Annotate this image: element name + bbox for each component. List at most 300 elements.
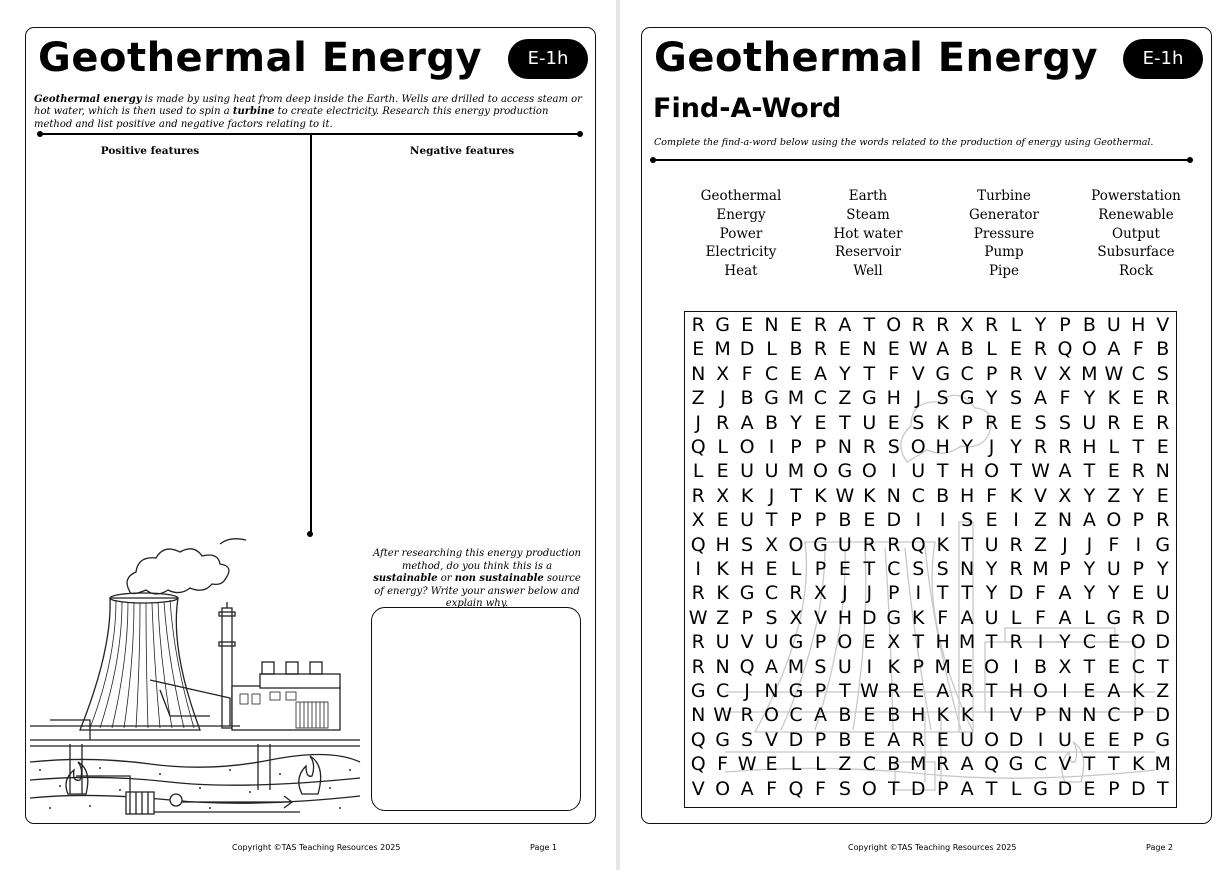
grid-letter[interactable]: E	[1132, 387, 1145, 410]
grid-letter[interactable]: Y	[985, 387, 998, 410]
grid-letter[interactable]: J	[744, 680, 750, 702]
grid-letter[interactable]: L	[790, 753, 802, 776]
grid-letter[interactable]: A	[1058, 582, 1072, 605]
grid-letter[interactable]: V	[740, 631, 754, 654]
grid-letter[interactable]: C	[1033, 753, 1048, 776]
grid-letter[interactable]: U	[837, 655, 852, 678]
grid-letter[interactable]: K	[716, 582, 729, 605]
grid-letter[interactable]: I	[1062, 680, 1068, 702]
grid-letter[interactable]: U	[715, 631, 730, 654]
negative-features-answer-area[interactable]	[318, 162, 580, 532]
grid-letter[interactable]: U	[1057, 728, 1072, 751]
grid-letter[interactable]: E	[692, 338, 705, 361]
grid-letter[interactable]: Q	[984, 753, 1000, 776]
grid-letter[interactable]: W	[713, 704, 733, 727]
grid-letter[interactable]: E	[789, 362, 802, 385]
grid-letter[interactable]: E	[863, 704, 876, 727]
grid-letter[interactable]: Y	[1156, 558, 1169, 580]
grid-letter[interactable]: W	[835, 484, 855, 507]
grid-letter[interactable]: E	[1107, 631, 1120, 654]
grid-letter[interactable]: T	[1083, 655, 1096, 678]
grid-letter[interactable]: J	[988, 436, 995, 458]
grid-letter[interactable]: A	[1107, 680, 1121, 702]
grid-letter[interactable]: X	[716, 362, 730, 385]
grid-letter[interactable]: A	[838, 314, 852, 336]
sustainability-answer-box[interactable]	[371, 607, 581, 811]
grid-letter[interactable]: O	[910, 436, 926, 458]
grid-letter[interactable]: J	[1062, 533, 1068, 556]
grid-letter[interactable]: E	[1107, 728, 1120, 751]
grid-letter[interactable]: C	[862, 753, 876, 776]
grid-letter[interactable]: B	[960, 338, 974, 361]
grid-letter[interactable]: U	[740, 509, 755, 532]
grid-letter[interactable]: Y	[1083, 558, 1096, 580]
grid-letter[interactable]: F	[1059, 387, 1071, 410]
grid-letter[interactable]: J	[719, 387, 726, 410]
grid-letter[interactable]: E	[741, 314, 754, 336]
grid-letter[interactable]: S	[961, 509, 974, 532]
grid-letter[interactable]: T	[961, 533, 973, 556]
grid-letter[interactable]: V	[1058, 753, 1072, 776]
grid-letter[interactable]: K	[960, 704, 974, 727]
grid-letter[interactable]: S	[814, 655, 827, 678]
grid-letter[interactable]: N	[862, 338, 877, 361]
grid-letter[interactable]: Z	[838, 387, 852, 410]
grid-letter[interactable]: G	[1155, 728, 1171, 751]
grid-letter[interactable]: H	[886, 387, 901, 410]
grid-letter[interactable]: W	[688, 606, 708, 629]
grid-letter[interactable]: B	[838, 728, 852, 751]
grid-letter[interactable]: L	[692, 460, 704, 483]
grid-letter[interactable]: W	[908, 338, 928, 361]
grid-letter[interactable]: A	[1082, 509, 1096, 532]
grid-letter[interactable]: E	[1132, 411, 1145, 434]
grid-letter[interactable]: A	[960, 777, 974, 800]
grid-letter[interactable]: O	[1033, 680, 1048, 702]
grid-letter[interactable]: E	[838, 338, 851, 361]
grid-letter[interactable]: D	[886, 509, 902, 532]
grid-letter[interactable]: O	[984, 460, 1000, 483]
grid-letter[interactable]: P	[1132, 728, 1145, 751]
grid-letter[interactable]: Z	[1033, 533, 1047, 556]
grid-letter[interactable]: Y	[985, 582, 998, 605]
grid-letter[interactable]: U	[960, 728, 975, 751]
grid-letter[interactable]: C	[764, 582, 779, 605]
grid-letter[interactable]: I	[915, 582, 922, 605]
grid-letter[interactable]: P	[1059, 558, 1071, 580]
grid-letter[interactable]: D	[1130, 777, 1146, 800]
grid-letter[interactable]: S	[765, 606, 778, 629]
grid-letter[interactable]: O	[1130, 631, 1146, 654]
grid-letter[interactable]: Y	[1132, 484, 1145, 507]
grid-letter[interactable]: K	[740, 484, 754, 507]
grid-letter[interactable]: D	[1155, 606, 1171, 629]
grid-letter[interactable]: P	[1034, 704, 1047, 727]
grid-letter[interactable]: Z	[838, 753, 852, 776]
grid-letter[interactable]: E	[838, 558, 851, 580]
grid-letter[interactable]: R	[911, 314, 925, 336]
grid-letter[interactable]: E	[765, 753, 778, 776]
grid-letter[interactable]: X	[813, 582, 827, 605]
grid-letter[interactable]: K	[1132, 680, 1145, 702]
grid-letter[interactable]: O	[861, 777, 877, 800]
grid-letter[interactable]: L	[1010, 606, 1022, 629]
grid-letter[interactable]: R	[1009, 362, 1023, 385]
grid-letter[interactable]: E	[814, 411, 827, 434]
grid-letter[interactable]: R	[1156, 387, 1170, 410]
grid-letter[interactable]: I	[1013, 655, 1019, 678]
grid-letter[interactable]: Z	[1107, 484, 1121, 507]
grid-letter[interactable]: M	[1154, 753, 1171, 776]
grid-letter[interactable]: H	[1082, 436, 1097, 458]
grid-letter[interactable]: P	[814, 436, 827, 458]
grid-letter[interactable]: A	[936, 680, 950, 702]
grid-letter[interactable]: R	[813, 314, 828, 336]
grid-letter[interactable]: U	[1106, 558, 1121, 580]
grid-letter[interactable]: F	[888, 362, 900, 385]
grid-letter[interactable]: X	[716, 484, 730, 507]
grid-letter[interactable]: F	[741, 362, 753, 385]
grid-letter[interactable]: E	[863, 509, 876, 532]
grid-letter[interactable]: U	[764, 460, 779, 483]
grid-letter[interactable]: U	[911, 460, 926, 483]
grid-letter[interactable]: B	[838, 704, 852, 727]
grid-letter[interactable]: Y	[1108, 582, 1120, 605]
grid-letter[interactable]: B	[789, 338, 803, 361]
grid-letter[interactable]: E	[961, 655, 974, 678]
word-search-grid[interactable]	[684, 311, 1177, 808]
grid-letter[interactable]: Q	[910, 533, 926, 556]
grid-letter[interactable]: J	[915, 387, 922, 410]
grid-letter[interactable]: O	[739, 436, 755, 458]
grid-letter[interactable]: J	[866, 582, 873, 605]
grid-letter[interactable]: A	[960, 753, 974, 776]
grid-letter[interactable]: I	[1013, 509, 1019, 532]
grid-letter[interactable]: S	[912, 411, 925, 434]
grid-letter[interactable]: C	[1082, 631, 1097, 654]
grid-letter[interactable]: G	[813, 533, 828, 556]
grid-letter[interactable]: T	[1010, 460, 1022, 483]
grid-letter[interactable]: E	[716, 460, 729, 483]
grid-letter[interactable]: G	[788, 680, 804, 702]
grid-letter[interactable]: Z	[1156, 680, 1170, 702]
grid-letter[interactable]: K	[1107, 387, 1121, 410]
grid-letter[interactable]: P	[814, 680, 827, 702]
grid-letter[interactable]: R	[1156, 411, 1170, 434]
grid-letter[interactable]: R	[1009, 631, 1023, 654]
grid-letter[interactable]: R	[1009, 533, 1023, 556]
grid-letter[interactable]: T	[1083, 460, 1096, 483]
grid-letter[interactable]: G	[715, 728, 730, 751]
grid-letter[interactable]: N	[886, 484, 901, 507]
grid-letter[interactable]: A	[740, 411, 754, 434]
grid-letter[interactable]: C	[1107, 704, 1121, 727]
grid-letter[interactable]: O	[886, 314, 902, 336]
grid-letter[interactable]: R	[911, 728, 925, 751]
grid-letter[interactable]: R	[1033, 436, 1048, 458]
grid-letter[interactable]: Y	[1083, 387, 1096, 410]
positive-features-answer-area[interactable]	[40, 162, 305, 492]
grid-letter[interactable]: P	[912, 655, 924, 678]
grid-letter[interactable]: T	[765, 509, 778, 532]
grid-letter[interactable]: X	[1058, 362, 1072, 385]
grid-letter[interactable]: Y	[790, 411, 802, 434]
grid-letter[interactable]: S	[1034, 411, 1047, 434]
grid-letter[interactable]: K	[912, 606, 925, 629]
grid-letter[interactable]: G	[886, 606, 902, 629]
grid-letter[interactable]: P	[1108, 777, 1120, 800]
grid-letter[interactable]: P	[1132, 509, 1145, 532]
grid-letter[interactable]: F	[1108, 533, 1120, 556]
grid-letter[interactable]: U	[1082, 411, 1097, 434]
grid-letter[interactable]: C	[911, 484, 925, 507]
grid-letter[interactable]: B	[765, 411, 779, 434]
grid-letter[interactable]: O	[1081, 338, 1097, 361]
grid-letter[interactable]: E	[1083, 728, 1096, 751]
grid-letter[interactable]: Y	[985, 558, 998, 580]
grid-letter[interactable]: O	[788, 533, 804, 556]
grid-letter[interactable]: E	[789, 314, 802, 336]
grid-letter[interactable]: P	[1132, 704, 1145, 727]
grid-letter[interactable]: X	[1058, 655, 1072, 678]
grid-letter[interactable]: H	[1008, 680, 1024, 702]
grid-letter[interactable]: T	[790, 484, 802, 507]
grid-letter[interactable]: X	[1058, 484, 1072, 507]
grid-letter[interactable]: R	[691, 484, 705, 507]
grid-letter[interactable]: H	[935, 436, 950, 458]
grid-letter[interactable]: Q	[1057, 338, 1073, 361]
grid-letter[interactable]: P	[814, 558, 827, 580]
grid-letter[interactable]: E	[716, 509, 729, 532]
grid-letter[interactable]: P	[1059, 314, 1071, 336]
grid-letter[interactable]: L	[1084, 606, 1095, 629]
grid-letter[interactable]: H	[715, 533, 730, 556]
grid-letter[interactable]: W	[859, 680, 879, 702]
grid-letter[interactable]: P	[814, 509, 827, 532]
grid-letter[interactable]: U	[740, 460, 755, 483]
grid-letter[interactable]: Q	[690, 728, 706, 751]
grid-letter[interactable]: M	[714, 338, 731, 361]
grid-letter[interactable]: P	[961, 411, 973, 434]
grid-letter[interactable]: X	[789, 606, 803, 629]
grid-letter[interactable]: S	[1058, 411, 1071, 434]
grid-letter[interactable]: I	[1135, 533, 1142, 556]
grid-letter[interactable]: O	[764, 704, 780, 727]
grid-letter[interactable]: M	[1032, 558, 1049, 580]
grid-letter[interactable]: L	[790, 558, 802, 580]
grid-letter[interactable]: H	[739, 558, 755, 580]
grid-letter[interactable]: P	[790, 509, 802, 532]
grid-letter[interactable]: P	[814, 728, 827, 751]
grid-letter[interactable]: Y	[839, 362, 851, 385]
grid-letter[interactable]: G	[739, 582, 755, 605]
grid-letter[interactable]: T	[985, 680, 998, 702]
grid-letter[interactable]: R	[1033, 338, 1048, 361]
grid-letter[interactable]: D	[1155, 631, 1171, 654]
grid-letter[interactable]: E	[1156, 436, 1169, 458]
grid-letter[interactable]: T	[863, 558, 876, 580]
grid-letter[interactable]: U	[764, 631, 779, 654]
grid-letter[interactable]: X	[960, 314, 974, 336]
grid-letter[interactable]: A	[960, 606, 974, 629]
grid-letter[interactable]: P	[741, 606, 753, 629]
grid-letter[interactable]: L	[766, 338, 777, 361]
grid-letter[interactable]: V	[1033, 484, 1047, 507]
grid-letter[interactable]: C	[715, 680, 730, 702]
grid-letter[interactable]: E	[1132, 582, 1145, 605]
grid-letter[interactable]: S	[936, 387, 949, 410]
grid-letter[interactable]: P	[790, 436, 802, 458]
grid-letter[interactable]: K	[936, 704, 949, 727]
grid-letter[interactable]: O	[812, 460, 828, 483]
grid-letter[interactable]: L	[717, 436, 728, 458]
grid-letter[interactable]: P	[985, 362, 998, 385]
grid-letter[interactable]: R	[691, 582, 705, 605]
grid-letter[interactable]: F	[1132, 338, 1144, 361]
grid-letter[interactable]: F	[717, 753, 729, 776]
grid-letter[interactable]: R	[887, 680, 901, 702]
grid-letter[interactable]: F	[814, 777, 826, 800]
grid-letter[interactable]: A	[1107, 338, 1121, 361]
grid-letter[interactable]: Y	[1034, 314, 1047, 336]
grid-letter[interactable]: G	[1155, 533, 1171, 556]
grid-letter[interactable]: S	[887, 436, 900, 458]
grid-letter[interactable]: A	[765, 655, 779, 678]
grid-letter[interactable]: E	[1083, 777, 1096, 800]
grid-letter[interactable]: D	[1008, 728, 1024, 751]
grid-letter[interactable]: D	[862, 606, 877, 629]
grid-letter[interactable]: Y	[961, 436, 973, 458]
grid-letter[interactable]: L	[815, 753, 826, 776]
grid-letter[interactable]: B	[936, 484, 950, 507]
grid-letter[interactable]: T	[863, 362, 876, 385]
grid-letter[interactable]: A	[740, 777, 754, 800]
grid-letter[interactable]: Q	[690, 753, 706, 776]
grid-letter[interactable]: T	[839, 411, 851, 434]
grid-letter[interactable]: S	[741, 728, 754, 751]
grid-letter[interactable]: O	[984, 728, 1000, 751]
grid-letter[interactable]: N	[1057, 704, 1073, 727]
grid-letter[interactable]: X	[765, 533, 779, 556]
grid-letter[interactable]: H	[1131, 314, 1146, 336]
grid-letter[interactable]: X	[691, 509, 705, 532]
grid-letter[interactable]: T	[1156, 777, 1169, 800]
grid-letter[interactable]: N	[837, 436, 852, 458]
grid-letter[interactable]: S	[1010, 387, 1023, 410]
grid-letter[interactable]: O	[984, 655, 1000, 678]
grid-letter[interactable]: C	[1131, 655, 1145, 678]
grid-letter[interactable]: N	[1057, 509, 1073, 532]
grid-letter[interactable]: B	[887, 704, 901, 727]
grid-letter[interactable]: R	[813, 338, 828, 361]
grid-letter[interactable]: C	[1131, 362, 1145, 385]
grid-letter[interactable]: N	[715, 655, 730, 678]
grid-letter[interactable]: D	[1155, 704, 1171, 727]
grid-letter[interactable]: P	[888, 582, 900, 605]
grid-letter[interactable]: R	[936, 314, 950, 336]
grid-letter[interactable]: U	[984, 606, 999, 629]
grid-letter[interactable]: E	[1083, 680, 1096, 702]
grid-letter[interactable]: I	[915, 509, 922, 532]
grid-letter[interactable]: J	[695, 411, 701, 434]
grid-letter[interactable]: R	[1009, 558, 1023, 580]
grid-letter[interactable]: H	[935, 631, 950, 654]
grid-letter[interactable]: V	[911, 362, 925, 385]
grid-letter[interactable]: G	[715, 314, 730, 336]
grid-letter[interactable]: T	[1108, 753, 1120, 776]
grid-letter[interactable]: S	[936, 558, 949, 580]
grid-letter[interactable]: A	[813, 362, 827, 385]
grid-letter[interactable]: G	[690, 680, 706, 702]
grid-letter[interactable]: M	[1081, 362, 1098, 385]
grid-letter[interactable]: R	[691, 631, 705, 654]
grid-letter[interactable]: T	[985, 631, 998, 654]
grid-letter[interactable]: R	[1107, 411, 1121, 434]
grid-letter[interactable]: B	[1156, 338, 1170, 361]
grid-letter[interactable]: Z	[691, 387, 705, 410]
grid-letter[interactable]: P	[936, 777, 949, 800]
grid-letter[interactable]: C	[960, 362, 974, 385]
grid-letter[interactable]: V	[1033, 362, 1047, 385]
grid-letter[interactable]: R	[862, 436, 876, 458]
grid-letter[interactable]: M	[787, 655, 805, 678]
grid-letter[interactable]: Q	[788, 777, 804, 800]
grid-letter[interactable]: O	[861, 460, 877, 483]
grid-letter[interactable]: V	[1009, 704, 1023, 727]
grid-letter[interactable]: E	[985, 509, 998, 532]
grid-letter[interactable]: N	[960, 558, 975, 580]
grid-letter[interactable]: Z	[1033, 509, 1047, 532]
grid-letter[interactable]: S	[1156, 362, 1169, 385]
grid-letter[interactable]: O	[837, 631, 853, 654]
grid-letter[interactable]: P	[1132, 558, 1145, 580]
grid-letter[interactable]: R	[1131, 460, 1145, 483]
grid-letter[interactable]: D	[788, 728, 804, 751]
grid-letter[interactable]: G	[959, 387, 975, 410]
grid-letter[interactable]: S	[912, 558, 925, 580]
grid-letter[interactable]: N	[764, 314, 779, 336]
grid-letter[interactable]: P	[814, 631, 827, 654]
grid-letter[interactable]: W	[737, 753, 757, 776]
grid-letter[interactable]: R	[936, 753, 950, 776]
grid-letter[interactable]: M	[787, 387, 805, 410]
grid-letter[interactable]: J	[842, 582, 848, 605]
grid-letter[interactable]: K	[1009, 484, 1023, 507]
grid-letter[interactable]: R	[691, 655, 705, 678]
grid-letter[interactable]: T	[912, 631, 925, 654]
grid-letter[interactable]: U	[862, 411, 877, 434]
grid-letter[interactable]: R	[960, 680, 974, 702]
grid-letter[interactable]: C	[887, 558, 901, 580]
grid-letter[interactable]: E	[1010, 338, 1023, 361]
grid-letter[interactable]: K	[814, 484, 827, 507]
grid-letter[interactable]: V	[765, 728, 779, 751]
grid-letter[interactable]: O	[715, 777, 731, 800]
grid-letter[interactable]: V	[1156, 314, 1170, 336]
grid-letter[interactable]: R	[1058, 436, 1072, 458]
grid-letter[interactable]: N	[764, 680, 779, 702]
grid-letter[interactable]: V	[813, 606, 827, 629]
grid-letter[interactable]: I	[890, 460, 897, 483]
grid-letter[interactable]: T	[961, 582, 973, 605]
grid-letter[interactable]: R	[984, 411, 999, 434]
grid-letter[interactable]: Y	[1083, 582, 1096, 605]
grid-letter[interactable]: R	[984, 314, 999, 336]
grid-letter[interactable]: M	[910, 753, 927, 776]
grid-letter[interactable]: T	[985, 777, 998, 800]
grid-letter[interactable]: M	[958, 631, 976, 654]
grid-letter[interactable]: A	[1033, 387, 1047, 410]
